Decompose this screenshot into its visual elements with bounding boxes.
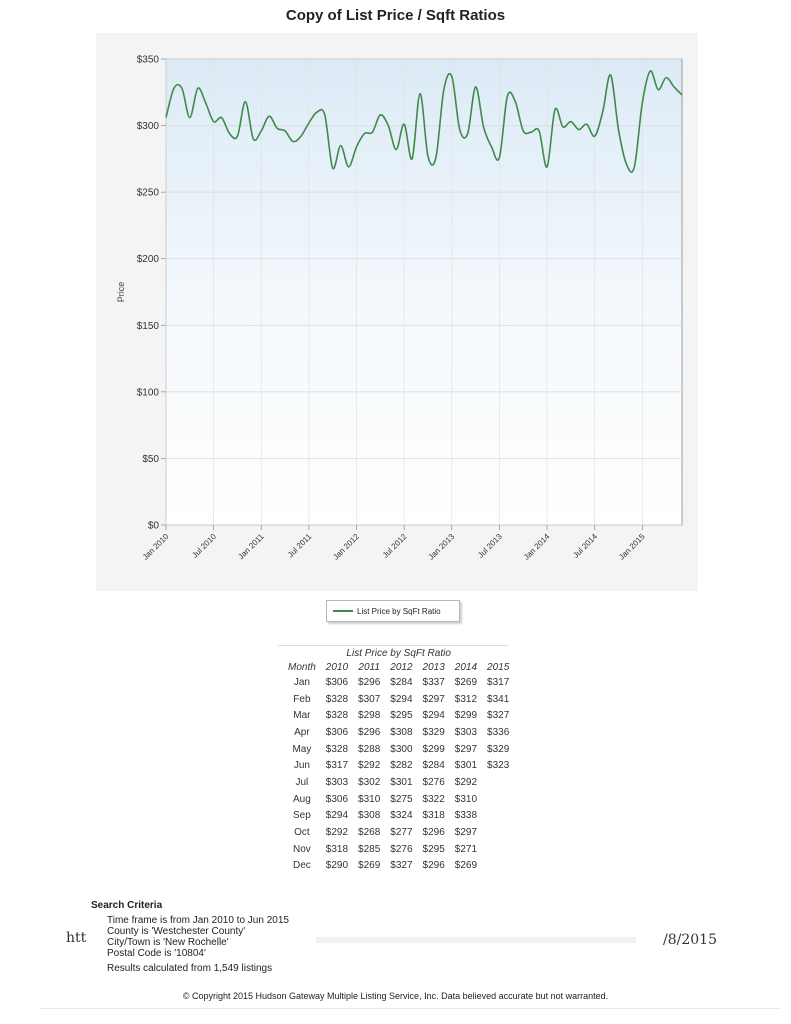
data-point bbox=[578, 128, 580, 130]
table-header-cell: 2015 bbox=[487, 662, 510, 673]
table-value-cell: $328 bbox=[325, 743, 349, 755]
data-point bbox=[451, 75, 453, 77]
table-value-cell: $275 bbox=[390, 793, 413, 805]
data-point bbox=[514, 100, 516, 102]
table-value-cell: $303 bbox=[325, 776, 349, 788]
table-value-cell: $306 bbox=[325, 676, 349, 688]
data-point bbox=[617, 128, 619, 130]
data-point bbox=[379, 114, 381, 116]
data-point bbox=[339, 144, 341, 146]
y-tick-label: $0 bbox=[147, 520, 159, 532]
table-value-cell: $295 bbox=[422, 843, 445, 855]
data-point bbox=[570, 120, 572, 122]
data-point bbox=[284, 130, 286, 132]
data-point bbox=[228, 132, 230, 134]
table-value-cell: $310 bbox=[454, 793, 478, 805]
table-value-cell: $292 bbox=[358, 760, 381, 772]
data-point bbox=[665, 76, 667, 78]
page-title: Copy of List Price / Sqft Ratios bbox=[285, 7, 506, 24]
data-point bbox=[363, 132, 365, 134]
data-point bbox=[197, 87, 199, 89]
table-header-cell: Month bbox=[288, 662, 316, 673]
data-point bbox=[276, 127, 278, 129]
table-value-cell: $284 bbox=[390, 676, 413, 688]
table-value-cell: $322 bbox=[422, 793, 445, 805]
criteria-line: Time frame is from Jan 2010 to Jun 2015 bbox=[107, 915, 289, 926]
table-value-cell: $269 bbox=[454, 860, 478, 872]
table-row bbox=[283, 791, 514, 808]
data-point bbox=[498, 156, 500, 158]
table-value-cell: $306 bbox=[325, 726, 349, 738]
data-point bbox=[395, 148, 397, 150]
table-month-cell: Aug bbox=[293, 793, 311, 805]
table-value-cell: $296 bbox=[358, 676, 381, 688]
table-value-cell: $317 bbox=[487, 676, 510, 688]
legend bbox=[326, 600, 460, 622]
table-month-cell: Dec bbox=[293, 860, 311, 872]
table-value-cell: $277 bbox=[390, 827, 413, 839]
search-criteria bbox=[91, 900, 289, 974]
data-point bbox=[490, 146, 492, 148]
table-value-cell: $276 bbox=[422, 776, 445, 788]
x-tick-label: Jul 2013 bbox=[476, 532, 504, 560]
table-value-cell: $301 bbox=[390, 776, 413, 788]
table-month-cell: May bbox=[292, 743, 312, 755]
data-point bbox=[252, 138, 254, 140]
table-value-cell: $329 bbox=[422, 726, 445, 738]
y-tick-label: $150 bbox=[136, 320, 159, 332]
y-tick-label: $350 bbox=[136, 54, 159, 66]
table-row bbox=[283, 691, 514, 708]
table-value-cell: $328 bbox=[325, 710, 349, 722]
table-row bbox=[283, 808, 514, 825]
table-value-cell: $302 bbox=[358, 776, 381, 788]
x-tick-label: Jan 2015 bbox=[617, 532, 647, 562]
table-value-cell: $284 bbox=[422, 760, 445, 772]
table-value-cell: $318 bbox=[422, 810, 445, 822]
table-header-cell: 2012 bbox=[390, 662, 413, 673]
table-body bbox=[283, 674, 514, 874]
data-point bbox=[538, 130, 540, 132]
data-point bbox=[443, 88, 445, 90]
url-fragment: htt bbox=[66, 930, 87, 946]
table-value-cell: $298 bbox=[358, 710, 381, 722]
table-value-cell: $303 bbox=[454, 726, 478, 738]
table-value-cell bbox=[482, 774, 514, 791]
table-top-rule bbox=[278, 645, 508, 646]
table-value-cell: $327 bbox=[487, 710, 510, 722]
data-point bbox=[204, 102, 206, 104]
data-point bbox=[625, 163, 627, 165]
data-point bbox=[220, 116, 222, 118]
table-value-cell: $294 bbox=[390, 693, 413, 705]
data-point bbox=[387, 124, 389, 126]
x-tick-label: Jan 2013 bbox=[426, 532, 457, 562]
table-value-cell: $299 bbox=[454, 710, 478, 722]
data-point bbox=[316, 111, 318, 113]
table-caption: List Price by SqFt Ratio bbox=[346, 648, 451, 659]
data-point bbox=[633, 166, 635, 168]
criteria-line: City/Town is 'New Rochelle' bbox=[107, 937, 229, 948]
table-value-cell: $296 bbox=[422, 827, 445, 839]
data-point bbox=[657, 88, 659, 90]
table-month-cell: Mar bbox=[293, 710, 311, 722]
data-point bbox=[181, 87, 183, 89]
y-tick-label: $300 bbox=[136, 121, 159, 133]
table-header-cell: 2014 bbox=[454, 662, 478, 673]
data-point bbox=[435, 156, 437, 158]
data-point bbox=[308, 122, 310, 124]
table-month-cell: Apr bbox=[294, 726, 310, 738]
table-row bbox=[283, 674, 514, 691]
data-point bbox=[347, 166, 349, 168]
table-value-cell bbox=[482, 824, 514, 841]
data-point bbox=[212, 120, 214, 122]
table-value-cell: $327 bbox=[390, 860, 413, 872]
table-row bbox=[283, 741, 514, 758]
x-tick-label: Jul 2010 bbox=[190, 532, 219, 560]
data-point bbox=[601, 111, 603, 113]
table-row bbox=[283, 724, 514, 741]
x-tick-label: Jan 2011 bbox=[236, 532, 266, 562]
table-row bbox=[283, 841, 514, 858]
data-point bbox=[530, 131, 532, 133]
table-month-cell: Jun bbox=[293, 760, 310, 772]
table-value-cell: $269 bbox=[454, 676, 478, 688]
data-point bbox=[649, 70, 651, 72]
table-month-cell: Jan bbox=[293, 676, 310, 688]
criteria-results: Results calculated from 1,549 listings bbox=[107, 963, 273, 974]
table-value-cell: $299 bbox=[422, 743, 445, 755]
data-point bbox=[268, 115, 270, 117]
table-month-cell: Oct bbox=[294, 827, 310, 839]
criteria-line: County is 'Westchester County' bbox=[107, 926, 246, 937]
table-value-cell bbox=[482, 841, 514, 858]
criteria-heading: Search Criteria bbox=[91, 900, 163, 911]
data-point bbox=[292, 140, 294, 142]
table-value-cell: $317 bbox=[325, 760, 349, 772]
table-value-cell: $328 bbox=[325, 693, 349, 705]
data-point bbox=[189, 116, 191, 118]
date-fragment: /8/2015 bbox=[663, 932, 717, 948]
table-value-cell: $294 bbox=[422, 710, 445, 722]
x-tick-label: Jul 2011 bbox=[285, 532, 314, 560]
data-point bbox=[593, 135, 595, 137]
data-point bbox=[236, 135, 238, 137]
table-value-cell: $297 bbox=[454, 743, 478, 755]
data-point bbox=[641, 102, 643, 104]
table-value-cell: $308 bbox=[358, 810, 381, 822]
table-value-cell: $306 bbox=[325, 793, 349, 805]
data-point bbox=[300, 135, 302, 137]
table-month-cell: Nov bbox=[293, 843, 311, 855]
table-header-cell: 2013 bbox=[422, 662, 445, 673]
data-point bbox=[673, 86, 675, 88]
data-point bbox=[466, 132, 468, 134]
table-value-cell: $323 bbox=[487, 760, 510, 772]
table-month-cell: Feb bbox=[293, 693, 311, 705]
data-point bbox=[403, 123, 405, 125]
y-axis-label: Price bbox=[116, 281, 126, 303]
table-value-cell: $329 bbox=[487, 743, 510, 755]
legend-label: List Price by SqFt Ratio bbox=[357, 606, 441, 616]
data-point bbox=[546, 166, 548, 168]
table-value-cell: $296 bbox=[358, 726, 381, 738]
table-value-cell bbox=[482, 808, 514, 825]
data-point bbox=[474, 86, 476, 88]
table-row bbox=[283, 707, 514, 724]
faint-bleed-through bbox=[316, 937, 636, 943]
data-point bbox=[482, 126, 484, 128]
y-tick-label: $200 bbox=[136, 254, 159, 266]
data-point bbox=[332, 167, 334, 169]
table-value-cell: $338 bbox=[454, 810, 478, 822]
data-point bbox=[324, 114, 326, 116]
table-value-cell: $285 bbox=[358, 843, 381, 855]
table-value-cell: $312 bbox=[454, 693, 478, 705]
data-point bbox=[173, 87, 175, 89]
table-value-cell: $296 bbox=[422, 860, 445, 872]
table-value-cell: $310 bbox=[358, 793, 381, 805]
y-tick-label: $250 bbox=[136, 187, 159, 199]
table-value-cell: $282 bbox=[390, 760, 413, 772]
data-point bbox=[244, 100, 246, 102]
data-point bbox=[586, 123, 588, 125]
criteria-line: Postal Code is '10804' bbox=[107, 948, 206, 959]
table-row bbox=[283, 858, 514, 875]
data-point bbox=[371, 131, 373, 133]
table-header-cell: 2010 bbox=[325, 662, 349, 673]
data-point bbox=[419, 92, 421, 94]
data-point bbox=[522, 130, 524, 132]
data-point bbox=[681, 94, 683, 96]
y-tick-label: $50 bbox=[142, 453, 159, 465]
table-value-cell: $292 bbox=[454, 776, 478, 788]
table-value-cell: $318 bbox=[325, 843, 349, 855]
table-value-cell bbox=[482, 858, 514, 875]
price-table bbox=[283, 648, 514, 874]
table-value-cell: $341 bbox=[487, 693, 510, 705]
y-tick-label: $100 bbox=[136, 387, 159, 399]
legend-swatch bbox=[333, 610, 353, 612]
x-tick-label: Jul 2014 bbox=[571, 532, 600, 560]
table-header-row bbox=[283, 661, 514, 674]
table-value-cell: $294 bbox=[325, 810, 349, 822]
table-value-cell: $292 bbox=[325, 827, 349, 839]
footer-rule bbox=[40, 1008, 780, 1009]
data-point bbox=[165, 116, 167, 118]
table-value-cell: $269 bbox=[358, 860, 381, 872]
x-tick-label: Jul 2012 bbox=[380, 532, 409, 560]
table-row bbox=[283, 824, 514, 841]
table-value-cell: $324 bbox=[390, 810, 413, 822]
data-point bbox=[411, 158, 413, 160]
table-header-cell: 2011 bbox=[358, 662, 380, 673]
data-point bbox=[562, 126, 564, 128]
table-value-cell: $337 bbox=[422, 676, 445, 688]
table-value-cell: $276 bbox=[390, 843, 413, 855]
table-value-cell: $297 bbox=[454, 827, 478, 839]
table-value-cell: $307 bbox=[358, 693, 381, 705]
table-value-cell: $300 bbox=[390, 743, 413, 755]
table-value-cell: $268 bbox=[358, 827, 381, 839]
data-point bbox=[260, 130, 262, 132]
table-value-cell: $271 bbox=[454, 843, 478, 855]
table-value-cell: $301 bbox=[454, 760, 478, 772]
table-value-cell: $295 bbox=[390, 710, 413, 722]
data-point bbox=[554, 108, 556, 110]
table-value-cell: $290 bbox=[325, 860, 349, 872]
x-tick-label: Jan 2012 bbox=[331, 532, 361, 562]
table-month-cell: Sep bbox=[293, 810, 311, 822]
data-point bbox=[355, 146, 357, 148]
table-row bbox=[283, 757, 514, 774]
x-tick-label: Jan 2014 bbox=[521, 532, 552, 562]
data-point bbox=[506, 95, 508, 97]
table-month-cell: Jul bbox=[295, 776, 309, 788]
table-value-cell bbox=[482, 791, 514, 808]
table-value-cell: $297 bbox=[422, 693, 445, 705]
data-point bbox=[609, 74, 611, 76]
table-value-cell: $308 bbox=[390, 726, 413, 738]
x-tick-label: Jan 2010 bbox=[140, 532, 171, 562]
table-value-cell: $288 bbox=[358, 743, 381, 755]
data-point bbox=[459, 128, 461, 130]
copyright: © Copyright 2015 Hudson Gateway Multiple Listing Service, Inc. Data believed accurate but not warranted. bbox=[182, 991, 609, 1001]
table-row bbox=[283, 774, 514, 791]
table-value-cell: $336 bbox=[487, 726, 510, 738]
data-point bbox=[427, 155, 429, 157]
